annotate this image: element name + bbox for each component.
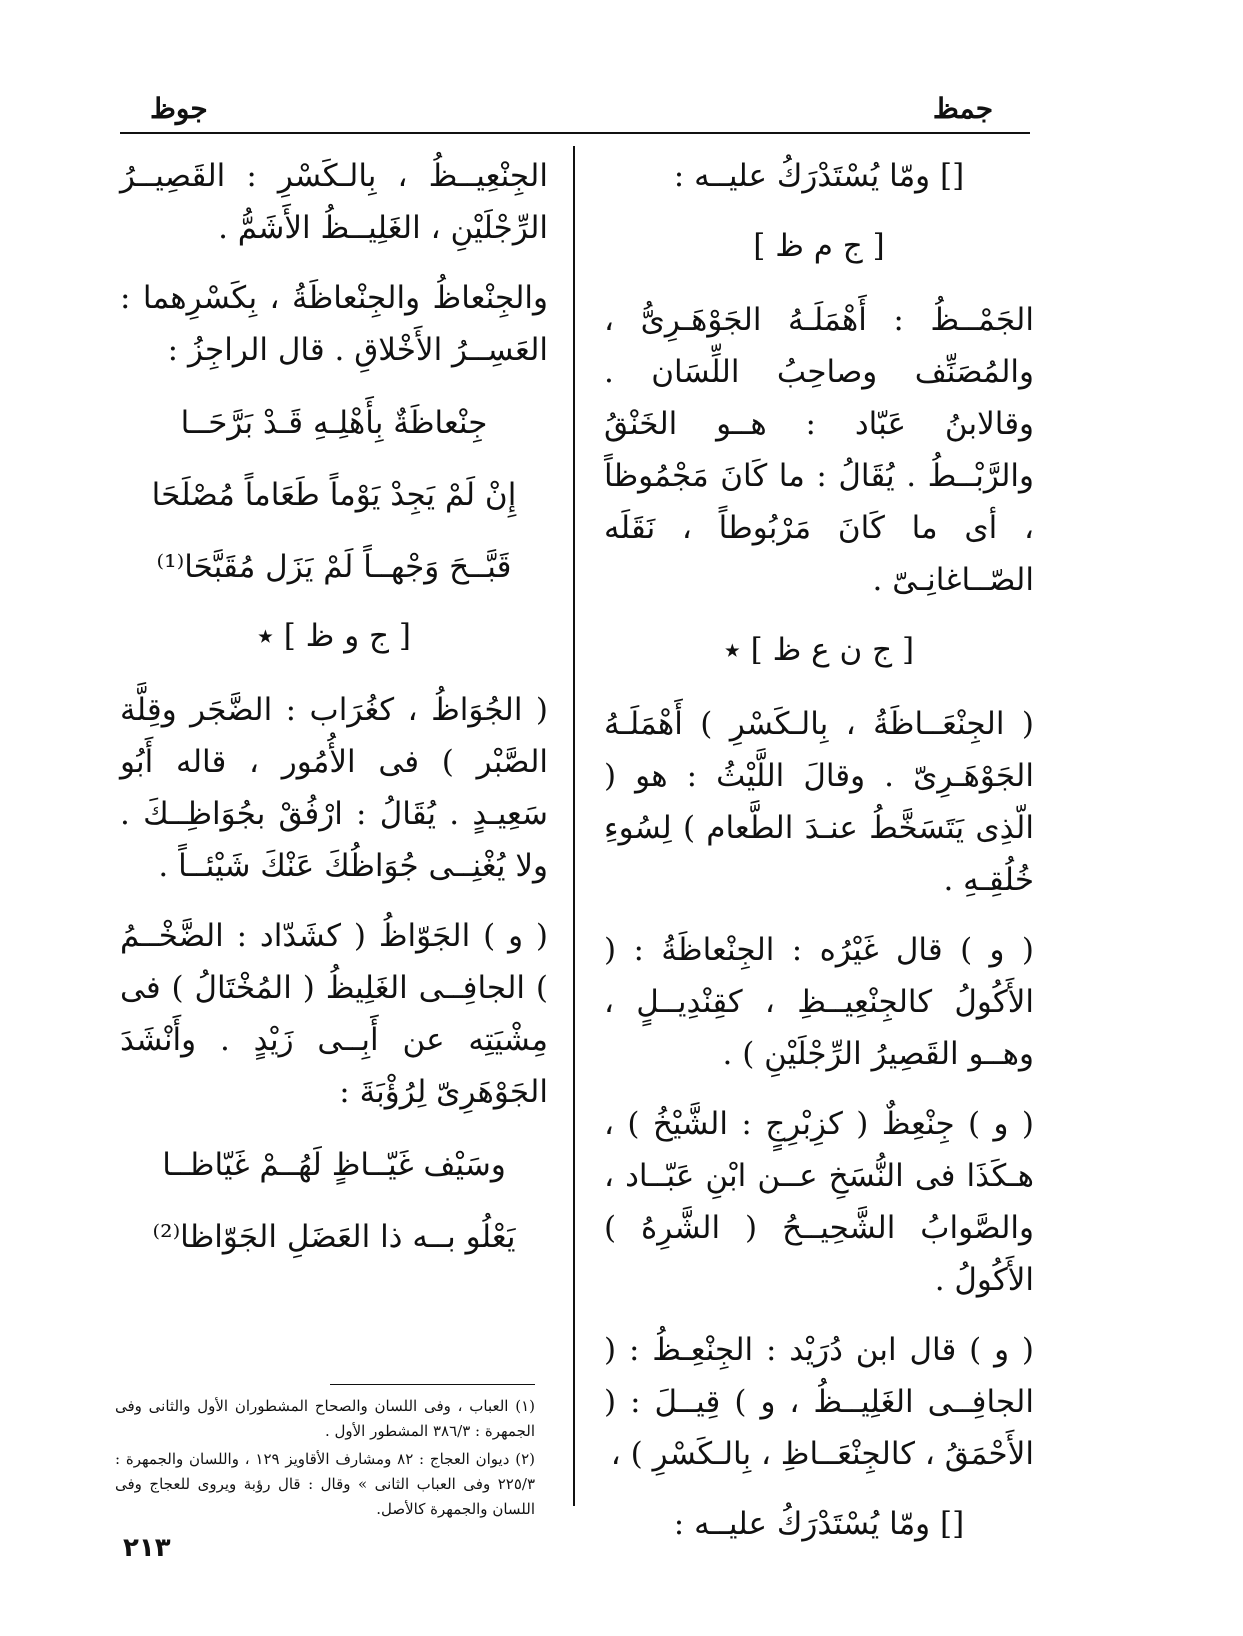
entry-paragraph: ( الجِنْعَــاظَةُ ، بِالـكَسْرِ ) أَهْمَلَـهُ الجَوْهَـرِىّ . وقالَ اللَّيْثُ : هو ( الّذِى يَتَسَخَّطُ عنـدَ الطَّعام ) لِسُوءِ خُلُقِـهِ . bbox=[604, 706, 1034, 898]
entry-paragraph: ( و ) جِنْعِظٌ ( كزِبْرِجٍ : الشَّيْخُ ) ، هـكَذَا فى النُّسَخِ عــن ابْنِ عَبّــاد ، والصَّوابُ الشَّحِيــحُ ( الشَّرِهُ ) الأَكُولُ . bbox=[604, 1106, 1034, 1298]
verse-line: وسَيْف غَيّــاظٍ لَهُــمْ غَيّاظــا bbox=[162, 1147, 506, 1183]
entry-paragraph: الجِنْعِيــظُ ، بِالـكَسْرِ : القَصِيــرُ الرِّجْلَيْنِ ، الغَلِيــظُ الأَشَمُّ . bbox=[120, 158, 548, 246]
entry-paragraph: ( الجُوَاظُ ، كغُرَاب : الضَّجَر وقِلَّة الصَّبْر ) فى الأُمُور ، قاله أَبُو سَعِيـدٍ . يُقَالُ : ارْفُقْ بجُوَاظِــكَ . ولا يُغْنِــى جُوَاظُكَ عَنْكَ شَيْئــاً . bbox=[120, 692, 548, 884]
verse-line: إِنْ لَمْ يَجِدْ يَوْماً طَعَاماً مُصْلَحَا bbox=[151, 477, 517, 513]
footnote-1: (١) العباب ، وفى اللسان والصحاح المشطوران الأول والثانى وفى الجمهرة : ٣٨٦/٣ المشطور الأول . bbox=[115, 1397, 535, 1440]
entry-paragraph: ( و ) قال ابن دُرَيْد : الجِنْعِـظُ : ( الجافِــى الغَلِيــظُ ، و ) قِيــلَ : ( الأَحْمَقُ ، كالجِنْعَــاظِ ، بِالـكَسْرِ ) ، bbox=[604, 1332, 1034, 1472]
right-column bbox=[604, 150, 1034, 1568]
entry-paragraph: ( و ) الجَوّاظُ ( كشَدّاد : الضَّخْــمُ ) الجافِــى الغَلِيظُ ( المُخْتَالُ ) فى مِشْيَتِه عن أَبِــى زَيْدٍ . وأَنْشَدَ الجَوْهَرِىّ لِرُؤْبَةَ : bbox=[120, 918, 548, 1110]
supplement-note: [] ومّا يُسْتَدْرَكُ عليــه : bbox=[673, 1506, 965, 1542]
entry-paragraph: والجِنْعاظُ والجِنْعاظَةُ ، بِكَسْرِهما : العَسِــرُ الأَخْلاقِ . قال الراجِزُ : bbox=[120, 280, 548, 368]
entry-paragraph: الجَمْــظُ : أَهْمَلَـهُ الجَوْهَـرِىُّ ، والمُصَنِّف وصاحِبُ اللِّسَان . وقالابنُ عَبّاد : هــو الخَنْقُ والرَّبْــطُ . يُقَالُ : ما كَانَ مَجْمُوظاً ، أى ما كَانَ مَرْبُوطاً ، نَقَلَه الصّــاغانِـىّ . bbox=[604, 302, 1034, 598]
entry-paragraph: ( و ) قال غَيْرُه : الجِنْعاظَةُ : ( الأَكُولُ كالجِنْعِيــظِ ، كقِنْدِيــلٍ ، وهــو القَصِيرُ الرِّجْلَيْنِ ) . bbox=[604, 932, 1034, 1072]
entry-heading-jwz: [ ج و ظ ] ٭ bbox=[256, 618, 411, 654]
supplement-note: [] ومّا يُسْتَدْرَكُ عليــه : bbox=[673, 158, 965, 194]
header-rule bbox=[120, 132, 1030, 134]
left-column bbox=[120, 150, 548, 1280]
page-number: ٢١٣ bbox=[123, 1533, 171, 1563]
verse-line: يَعْلُو بــه ذا العَضَلِ الجَوّاظا⁽²⁾ bbox=[152, 1219, 516, 1255]
footnote-2: (٢) ديوان العجاج : ٨٢ ومشارف الأقاويز ١٢٩ ، واللسان والجمهرة : ٢٢٥/٣ وفى العباب الثانى » وقال : قال رؤبة ويروى للعجاج وفى اللسان والجمهرة كالأصل. bbox=[115, 1450, 535, 1518]
running-header-right: جمظ bbox=[932, 92, 993, 125]
column-divider bbox=[573, 146, 575, 1506]
entry-heading-jnAz: [ ج ن ع ظ ] ٭ bbox=[723, 632, 915, 668]
footnotes bbox=[115, 1394, 535, 1525]
running-header-left: جوظ bbox=[150, 92, 208, 125]
footnote-rule bbox=[330, 1384, 535, 1385]
entry-heading-jmz: [ ج م ظ ] bbox=[753, 228, 885, 264]
verse-line: جِنْعاظَةٌ بِأَهْلِـهِ قَـدْ بَرَّحَــا bbox=[180, 405, 488, 441]
verse-line: قَبَّــحَ وَجْهــاً لَمْ يَزَل مُقَبَّحَا⁽¹⁾ bbox=[156, 549, 512, 585]
